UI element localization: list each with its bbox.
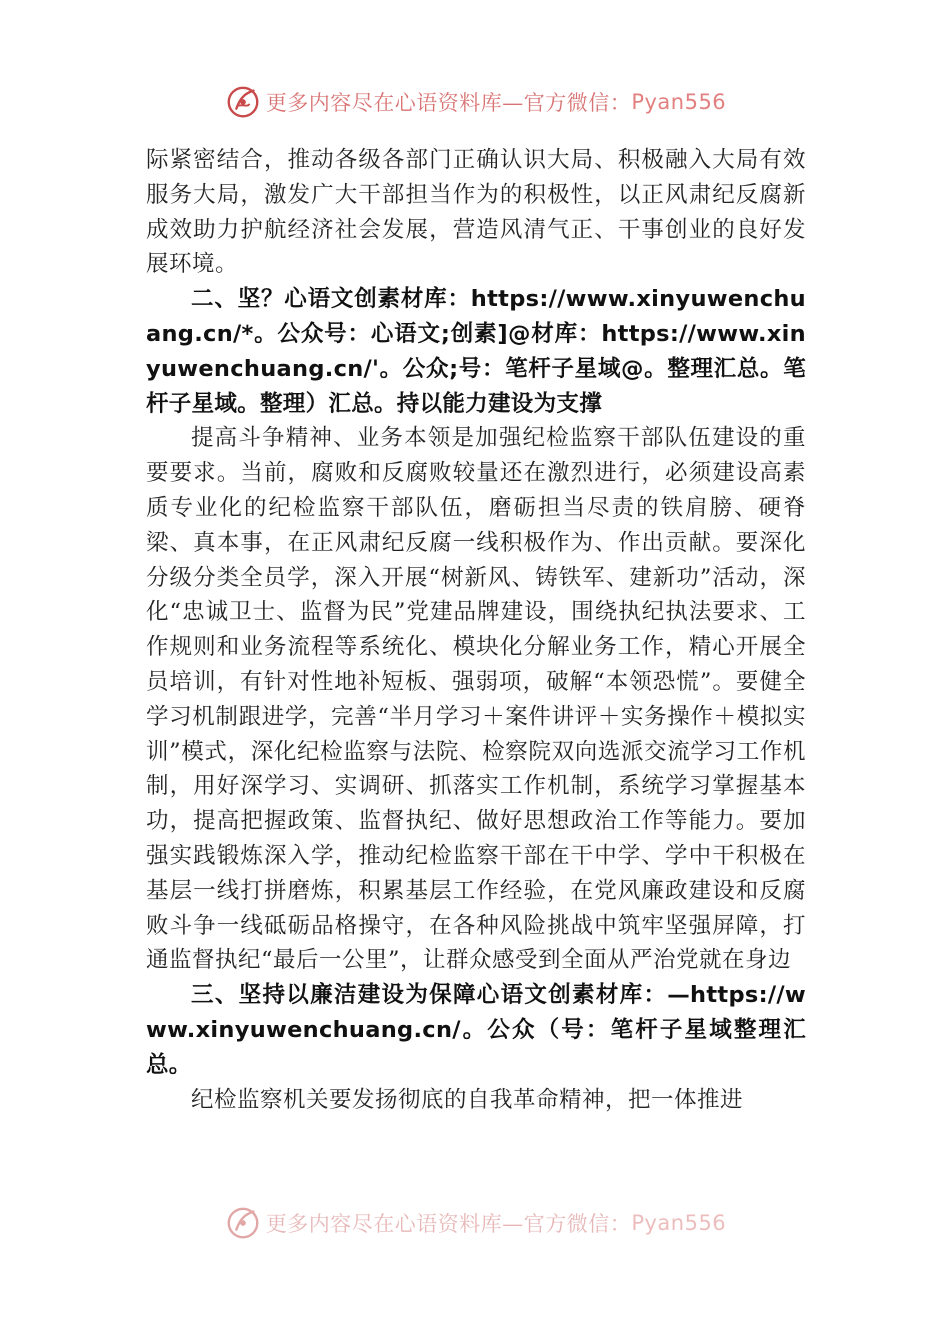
top-watermark-banner <box>0 82 950 122</box>
section-heading-3: 三、坚持以廉洁建设为保障心语文创素材库：—https://www.xinyuwenchuang.cn/。公众（号：笔杆子星域整理汇总。 <box>146 982 806 1078</box>
paragraph-capability: 提高斗争精神、业务本领是加强纪检监察干部队伍建设的重要要求。当前，腐败和反腐败较量还在激烈进行，必须建设高素质专业化的纪检监察干部队伍，磨砺担当尽责的铁肩膀、硬脊梁、真本事，在正风肃纪反腐一线积极作为、作出贡献。要深化分级分类全员学，深入开展“树新风、铸铁军、建新功”活动，深化“忠诚卫士、监督为民”党建品牌建设，围绕执纪执法要求、工作规则和业务流程等系统化、模块化分解业务工作，精心开展全员培训，有针对性地补短板、强弱项，破解“本领恐慌”。要健全学习机制跟进学，完善“半月学习＋案件讲评＋实务操作＋模拟实训”模式，深化纪检监察与法院、检察院双向选派交流学习工作机制，用好深学习、实调研、抓落实工作机制，系统学习掌握基本功，提高把握政策、监督执纪、做好思想政治工作等能力。要加强实践锻炼深入学，推动纪检监察干部在干中学、学中干积极在基层一线打拼磨炼，积累基层工作经验，在党风廉政建设和反腐败斗争一线砥砺品格操守，在各种风险挑战中筑牢坚强屏障，打通监督执纪“最后一公里”，让群众感受到全面从严治党就在身边 <box>146 425 806 974</box>
paragraph-continuation: 际紧密结合，推动各级各部门正确认识大局、积极融入大局有效服务大局，激发广大干部担当作为的积极性，以正风肃纪反腐新成效助力护航经济社会发展，营造风清气正、干事创业的良好发展环境。 <box>146 147 806 278</box>
paragraph-integrity: 纪检监察机关要发扬彻底的自我革命精神，把一体推进 <box>191 1086 744 1113</box>
watermark-wechat-id: Pyan556 <box>631 90 727 114</box>
document-body <box>146 143 806 1117</box>
watermark-wechat-id: Pyan556 <box>631 1211 727 1235</box>
watermark-text: 更多内容尽在心语资料库—官方微信： <box>265 1212 632 1236</box>
watermark-text: 更多内容尽在心语资料库—官方微信： <box>265 91 632 115</box>
bottom-watermark-banner <box>0 1205 950 1241</box>
seal-logo-icon <box>224 1204 262 1242</box>
section-heading-2: 二、坚？心语文创素材库：https://www.xinyuwenchuang.cn/*。公众号：心语文;创素]@材库：https://www.xinyuwenchuang.cn/'。公众;号：笔杆子星域@。整理汇总。笔杆子星域。整理）汇总。持以能力建设为支撑 <box>146 286 806 417</box>
seal-logo-icon <box>224 83 262 121</box>
